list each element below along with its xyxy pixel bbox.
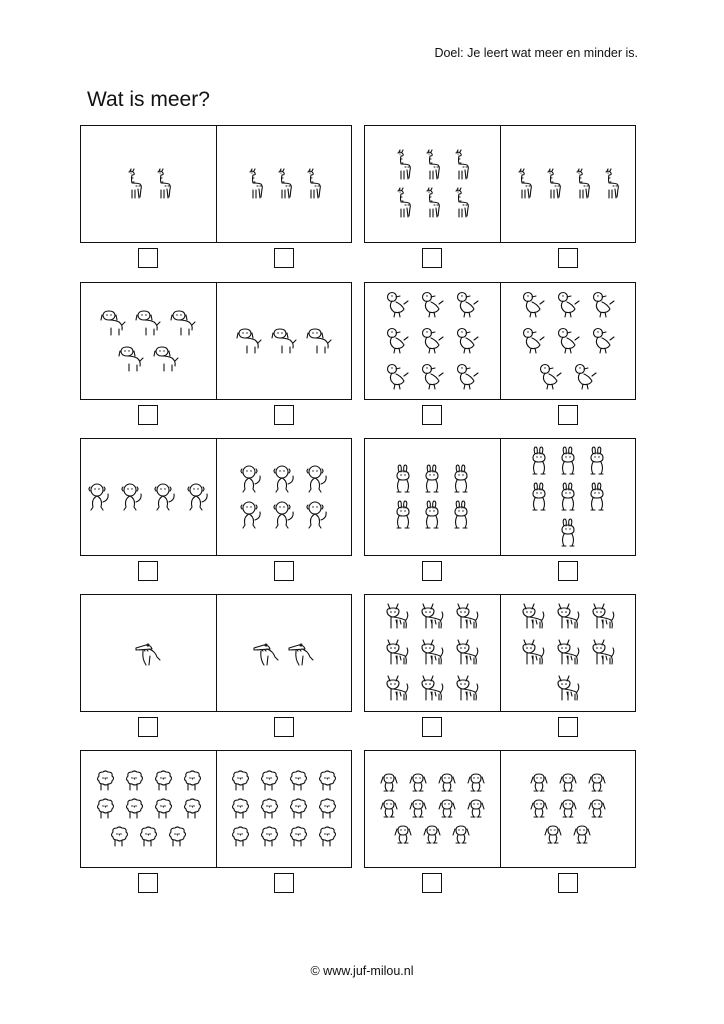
giraffe-icon	[422, 149, 442, 181]
animal-group	[96, 305, 201, 377]
puppy-icon	[558, 799, 578, 819]
sheep-icon	[124, 770, 144, 792]
crocodile-icon	[135, 639, 161, 667]
giraffe-icon	[543, 168, 563, 200]
answer-checkbox-right[interactable]	[558, 405, 578, 425]
rabbit-icon	[558, 482, 578, 512]
cat-icon	[384, 674, 410, 704]
right-panel	[216, 439, 352, 555]
sheep-icon	[182, 770, 202, 792]
cat-icon	[384, 602, 410, 632]
bird-icon	[454, 290, 480, 320]
answer-checkbox-right[interactable]	[558, 873, 578, 893]
animal-group	[231, 323, 336, 359]
bird-icon	[384, 362, 410, 392]
goal-text: Doel: Je leert wat meer en minder is.	[434, 46, 638, 60]
sheep-icon	[230, 826, 250, 848]
animal-group	[90, 767, 206, 851]
giraffe-icon	[274, 168, 294, 200]
left-panel	[365, 126, 500, 242]
answer-checkbox-left[interactable]	[422, 717, 442, 737]
monkey-icon	[272, 500, 296, 530]
giraffe-icon	[572, 168, 592, 200]
monkey-icon	[186, 482, 210, 512]
answer-checkbox-left[interactable]	[422, 248, 442, 268]
puppy-icon	[408, 773, 428, 793]
animal-group	[380, 599, 485, 707]
exercise-card	[80, 594, 352, 712]
puppy-icon	[558, 773, 578, 793]
puppy-icon	[466, 799, 486, 819]
answer-checkbox-right[interactable]	[274, 248, 294, 268]
answer-checkbox-right[interactable]	[274, 717, 294, 737]
sheep-icon	[230, 798, 250, 820]
answer-checkbox-left[interactable]	[138, 717, 158, 737]
exercise-card	[80, 282, 352, 400]
cat-icon	[520, 638, 546, 668]
puppy-icon	[466, 773, 486, 793]
bird-icon	[384, 326, 410, 356]
rabbit-icon	[393, 500, 413, 530]
sheep-icon	[95, 770, 115, 792]
cat-icon	[419, 602, 445, 632]
sheep-icon	[109, 826, 129, 848]
left-panel	[81, 126, 216, 242]
puppy-icon	[437, 773, 457, 793]
answer-checkbox-right[interactable]	[274, 561, 294, 581]
animal-group	[119, 165, 177, 203]
puppy-icon	[422, 825, 442, 845]
bird-icon	[454, 326, 480, 356]
sheep-icon	[124, 798, 144, 820]
animal-group	[524, 443, 611, 551]
sheep-icon	[153, 770, 173, 792]
cat-icon	[555, 602, 581, 632]
bird-icon	[590, 290, 616, 320]
left-panel	[81, 595, 216, 711]
dog-icon	[236, 326, 262, 356]
cat-icon	[419, 674, 445, 704]
animal-group	[249, 636, 319, 670]
exercise-card	[364, 282, 636, 400]
bird-icon	[555, 326, 581, 356]
giraffe-icon	[393, 187, 413, 219]
sheep-icon	[288, 770, 308, 792]
sheep-icon	[167, 826, 187, 848]
right-panel	[500, 439, 636, 555]
cat-icon	[520, 602, 546, 632]
right-panel	[216, 126, 352, 242]
cat-icon	[590, 602, 616, 632]
dog-icon	[271, 326, 297, 356]
bird-icon	[419, 290, 445, 320]
left-panel	[81, 439, 216, 555]
puppy-icon	[543, 825, 563, 845]
left-panel	[365, 595, 500, 711]
monkey-icon	[239, 500, 263, 530]
answer-checkbox-right[interactable]	[558, 717, 578, 737]
animal-group	[380, 287, 485, 395]
answer-checkbox-right[interactable]	[558, 248, 578, 268]
dog-icon	[135, 308, 161, 338]
bird-icon	[419, 326, 445, 356]
right-panel	[500, 751, 636, 867]
dog-icon	[118, 344, 144, 374]
sheep-icon	[182, 798, 202, 820]
rabbit-icon	[587, 482, 607, 512]
puppy-icon	[587, 773, 607, 793]
monkey-icon	[153, 482, 177, 512]
giraffe-icon	[451, 149, 471, 181]
sheep-icon	[288, 798, 308, 820]
answer-checkbox-left[interactable]	[138, 561, 158, 581]
left-panel	[365, 751, 500, 867]
giraffe-icon	[245, 168, 265, 200]
page-title: Wat is meer?	[87, 88, 210, 111]
exercise-card	[364, 125, 636, 243]
sheep-icon	[259, 826, 279, 848]
bird-icon	[537, 362, 563, 392]
puppy-icon	[587, 799, 607, 819]
bird-icon	[520, 290, 546, 320]
giraffe-icon	[303, 168, 323, 200]
puppy-icon	[451, 825, 471, 845]
exercise-card	[364, 750, 636, 868]
bird-icon	[520, 326, 546, 356]
cat-icon	[454, 602, 480, 632]
left-panel	[81, 751, 216, 867]
right-panel	[216, 283, 352, 399]
giraffe-icon	[124, 168, 144, 200]
animal-group	[389, 461, 476, 533]
cat-icon	[384, 638, 410, 668]
right-panel	[216, 751, 352, 867]
crocodile-icon	[253, 639, 279, 667]
giraffe-icon	[422, 187, 442, 219]
sheep-icon	[138, 826, 158, 848]
rabbit-icon	[422, 500, 442, 530]
cat-icon	[419, 638, 445, 668]
exercise-card	[364, 438, 636, 556]
cat-icon	[454, 674, 480, 704]
monkey-icon	[239, 464, 263, 494]
answer-checkbox-right[interactable]	[558, 561, 578, 581]
cat-icon	[454, 638, 480, 668]
giraffe-icon	[514, 168, 534, 200]
animal-group	[389, 146, 476, 222]
rabbit-icon	[587, 446, 607, 476]
puppy-icon	[408, 799, 428, 819]
answer-checkbox-left[interactable]	[422, 561, 442, 581]
exercise-card	[364, 594, 636, 712]
bird-icon	[572, 362, 598, 392]
left-panel	[81, 283, 216, 399]
bird-icon	[384, 290, 410, 320]
rabbit-icon	[451, 464, 471, 494]
puppy-icon	[379, 773, 399, 793]
answer-checkbox-left[interactable]	[138, 873, 158, 893]
dog-icon	[170, 308, 196, 338]
animal-group	[515, 287, 620, 395]
giraffe-icon	[451, 187, 471, 219]
monkey-icon	[120, 482, 144, 512]
rabbit-icon	[529, 446, 549, 476]
sheep-icon	[259, 798, 279, 820]
monkey-icon	[305, 464, 329, 494]
footer-copyright: © www.juf-milou.nl	[310, 964, 414, 978]
rabbit-icon	[529, 482, 549, 512]
sheep-icon	[317, 798, 337, 820]
left-panel	[365, 439, 500, 555]
answer-checkbox-left[interactable]	[138, 248, 158, 268]
puppy-icon	[393, 825, 413, 845]
rabbit-icon	[422, 464, 442, 494]
sheep-icon	[317, 826, 337, 848]
exercise-card	[80, 438, 352, 556]
animal-group	[524, 770, 611, 848]
giraffe-icon	[393, 149, 413, 181]
bird-icon	[419, 362, 445, 392]
sheep-icon	[317, 770, 337, 792]
left-panel	[365, 283, 500, 399]
answer-checkbox-left[interactable]	[422, 405, 442, 425]
bird-icon	[454, 362, 480, 392]
crocodile-icon	[288, 639, 314, 667]
animal-group	[234, 461, 333, 533]
bird-icon	[590, 326, 616, 356]
sheep-icon	[259, 770, 279, 792]
giraffe-icon	[153, 168, 173, 200]
puppy-icon	[379, 799, 399, 819]
cat-icon	[555, 674, 581, 704]
puppy-icon	[437, 799, 457, 819]
answer-checkbox-left[interactable]	[138, 405, 158, 425]
right-panel	[500, 283, 636, 399]
monkey-icon	[305, 500, 329, 530]
animal-group	[131, 636, 166, 670]
sheep-icon	[230, 770, 250, 792]
animal-group	[510, 165, 626, 203]
rabbit-icon	[558, 446, 578, 476]
exercise-card	[80, 750, 352, 868]
dog-icon	[306, 326, 332, 356]
answer-checkbox-right[interactable]	[274, 405, 294, 425]
answer-checkbox-right[interactable]	[274, 873, 294, 893]
rabbit-icon	[451, 500, 471, 530]
right-panel	[500, 126, 636, 242]
sheep-icon	[288, 826, 308, 848]
puppy-icon	[529, 773, 549, 793]
answer-checkbox-left[interactable]	[422, 873, 442, 893]
animal-group	[515, 599, 620, 707]
puppy-icon	[529, 799, 549, 819]
animal-group	[226, 767, 342, 851]
giraffe-icon	[601, 168, 621, 200]
monkey-icon	[87, 482, 111, 512]
dog-icon	[153, 344, 179, 374]
animal-group	[240, 165, 327, 203]
sheep-icon	[153, 798, 173, 820]
cat-icon	[555, 638, 581, 668]
puppy-icon	[572, 825, 592, 845]
dog-icon	[100, 308, 126, 338]
animal-group	[374, 770, 490, 848]
cat-icon	[590, 638, 616, 668]
bird-icon	[555, 290, 581, 320]
sheep-icon	[95, 798, 115, 820]
animal-group	[82, 479, 214, 515]
right-panel	[500, 595, 636, 711]
rabbit-icon	[558, 518, 578, 548]
right-panel	[216, 595, 352, 711]
exercise-card	[80, 125, 352, 243]
monkey-icon	[272, 464, 296, 494]
rabbit-icon	[393, 464, 413, 494]
